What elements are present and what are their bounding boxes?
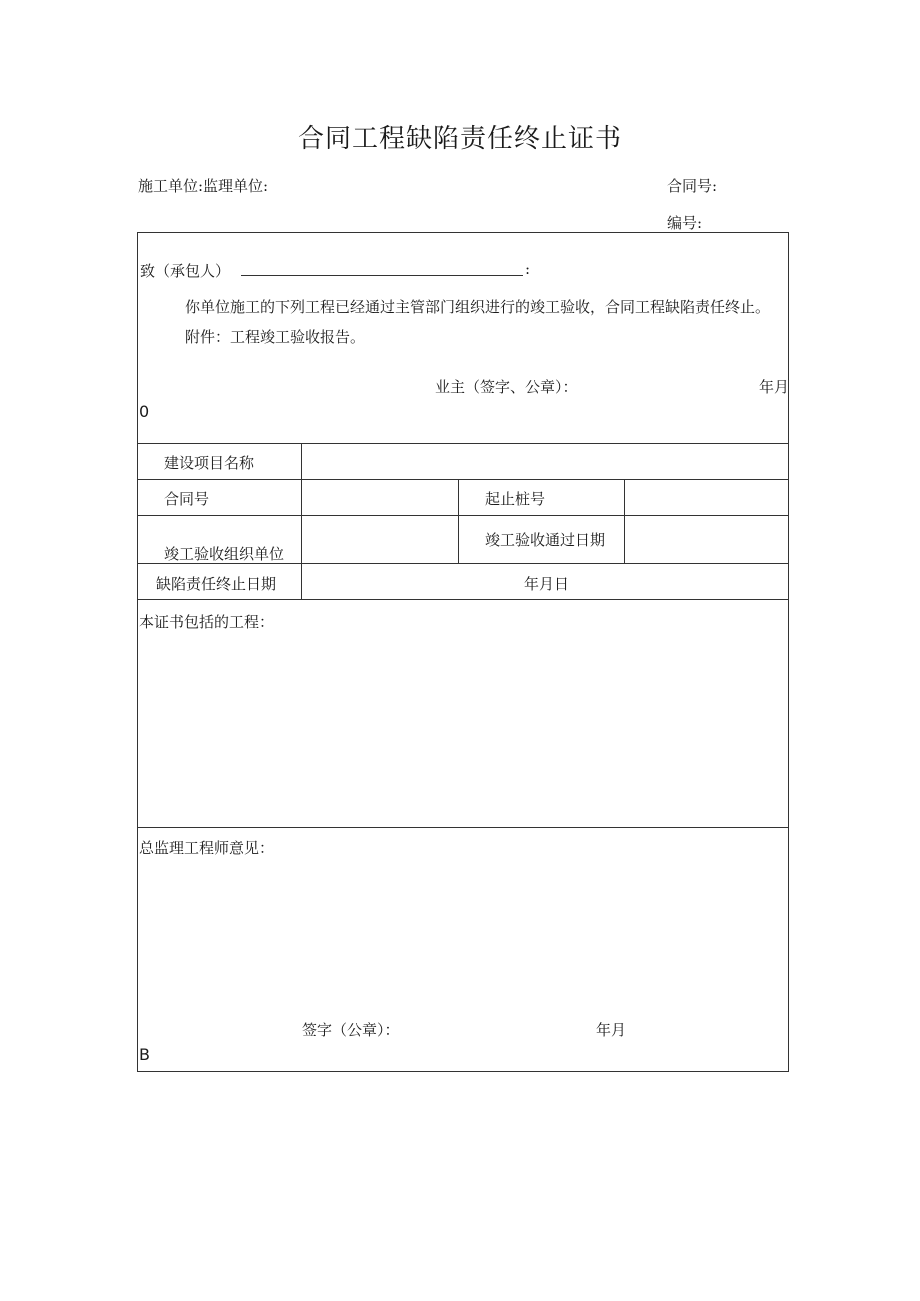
scope-label: 本证书包括的工程： bbox=[139, 613, 275, 631]
scope-bottom-line bbox=[138, 827, 788, 828]
to-contractor-label: 致（承包人） bbox=[140, 262, 231, 280]
col-line-right bbox=[624, 479, 625, 563]
defect-end-date-value: 年月日 bbox=[524, 575, 570, 593]
contract-no-label: 合同号 bbox=[164, 490, 210, 508]
supervisor-sign-date: 年月 bbox=[596, 1021, 627, 1039]
certificate-form bbox=[137, 232, 789, 1072]
table-top-line bbox=[138, 443, 788, 444]
supervisor-sign-label: 签字（公章）： bbox=[302, 1021, 400, 1039]
defect-end-date-label: 缺陷责任终止日期 bbox=[156, 575, 277, 593]
notice-stray-mark: 0 bbox=[139, 402, 150, 421]
contractor-name-line[interactable] bbox=[241, 275, 523, 276]
to-contractor-colon: : bbox=[525, 260, 531, 278]
owner-sign-label: 业主（签字、公章）： bbox=[435, 378, 578, 396]
acceptance-date-label: 竣工验收通过日期 bbox=[485, 531, 606, 549]
row-line-1 bbox=[138, 479, 788, 480]
header-serial-no: 编号: bbox=[667, 214, 703, 232]
row-line-2 bbox=[138, 515, 788, 516]
header-units: 施工单位:监理单位: bbox=[138, 177, 269, 195]
row-line-4 bbox=[138, 599, 788, 600]
document-title: 合同工程缺陷责任终止证书 bbox=[297, 124, 622, 154]
supervisor-stray-mark: B bbox=[139, 1045, 150, 1064]
col-line-mid bbox=[458, 479, 459, 563]
col-line-label bbox=[301, 443, 302, 599]
owner-sign-date: 年月 bbox=[759, 378, 790, 396]
acceptance-org-label: 竣工验收组织单位 bbox=[164, 545, 285, 563]
notice-body: 你单位施工的下列工程已经通过主管部门组织进行的竣工验收，合同工程缺陷责任终止。 bbox=[185, 298, 771, 316]
station-label: 起止桩号 bbox=[485, 490, 546, 508]
notice-attachment: 附件：工程竣工验收报告。 bbox=[185, 328, 366, 346]
supervisor-opinion-label: 总监理工程师意见： bbox=[139, 839, 275, 857]
project-name-label: 建设项目名称 bbox=[164, 454, 255, 472]
header-contract-no: 合同号: bbox=[667, 177, 718, 195]
